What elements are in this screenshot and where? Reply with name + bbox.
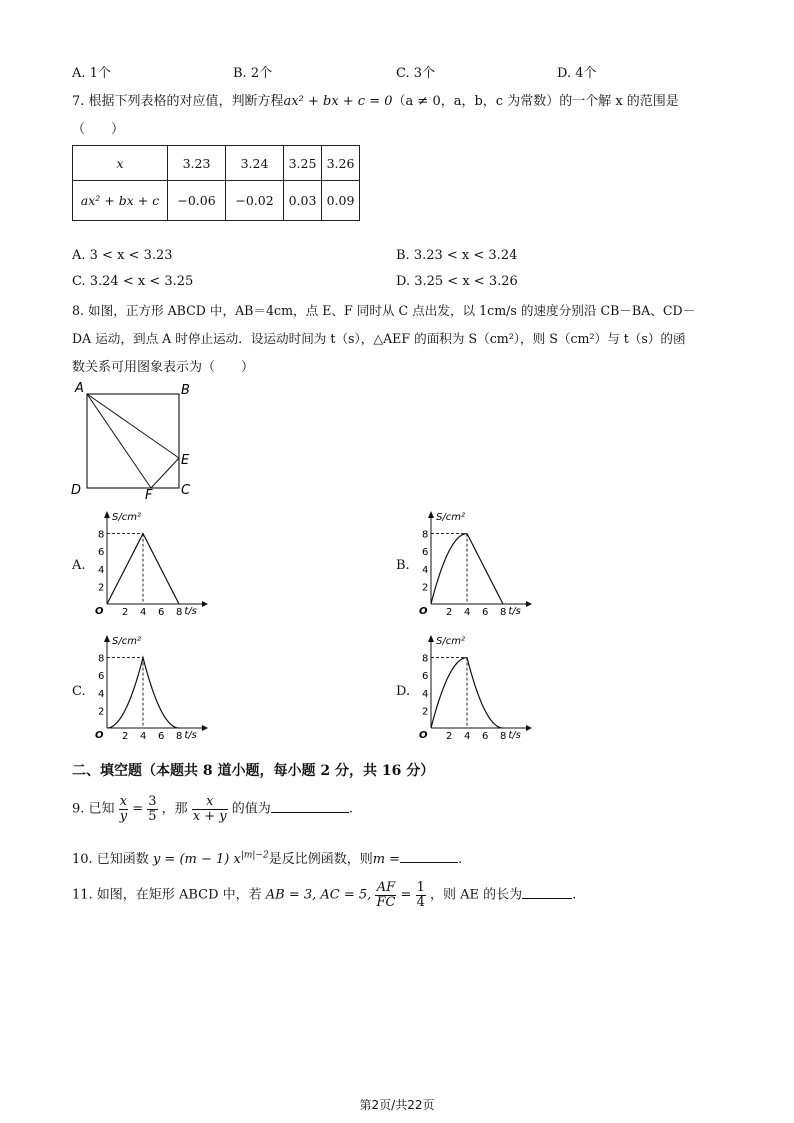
fraction-af-over-fc (375, 881, 396, 909)
y-axis-arrow (428, 511, 434, 518)
answer-blank[interactable] (522, 897, 572, 899)
y-tick-label: 4 (422, 564, 429, 576)
q7-stem (72, 90, 679, 109)
fraction-1-over-4 (416, 881, 426, 909)
q7-option-d: D. 3.25 < x < 3.26 (396, 274, 518, 289)
q6-option-a: A. 1个 (72, 66, 111, 81)
graph-option-label-c: C. (72, 684, 86, 699)
label-b: B (181, 383, 190, 398)
y-tick-label: 4 (98, 688, 105, 700)
graph-a (90, 508, 210, 626)
q7-option-a: A. 3 < x < 3.23 (72, 248, 173, 263)
label-a: A (75, 381, 84, 396)
q9-line (72, 795, 353, 823)
equals: = (400, 887, 412, 903)
table-cell: 3.24 (226, 146, 284, 181)
x-axis-arrow (202, 725, 208, 731)
x-tick-label: 8 (176, 607, 183, 618)
q8-line1: 8. 如图，正方形 ABCD 中，AB＝4cm，点 E、F 同时从 C 点出发，以 1cm/s 的速度分别沿 CB－BA、CD－ (72, 303, 696, 318)
y-axis-label: S/cm² (436, 512, 465, 523)
fraction-x-over-xy (192, 795, 228, 823)
x-tick-label: 6 (158, 607, 165, 618)
frac-den: 4 (416, 894, 425, 910)
y-tick-label: 6 (422, 671, 429, 683)
equals: = (132, 801, 144, 817)
q7-paren: （ ） (72, 122, 125, 137)
q7-value-table (72, 145, 360, 221)
y-tick-label: 6 (98, 671, 105, 683)
frac-den: FC (376, 894, 396, 910)
label-e: E (181, 453, 190, 468)
period: . (572, 887, 577, 903)
q10-prefix: 10. 已知函数 (72, 852, 149, 867)
graph-option-label-d: D. (396, 684, 411, 699)
x-tick-label: 8 (500, 731, 507, 742)
y-tick-label: 8 (422, 529, 429, 541)
y-tick-label: 2 (422, 582, 429, 594)
origin-label: O (95, 730, 104, 741)
graph-option-label-a: A. (72, 558, 86, 573)
x-axis-arrow (202, 601, 208, 607)
x-tick-label: 2 (122, 731, 129, 742)
origin-label: O (95, 606, 104, 617)
x-tick-label: 4 (464, 731, 471, 742)
period: . (458, 852, 463, 867)
y-axis-label: S/cm² (112, 636, 141, 647)
q11-expression: AB = 3, AC = 5, (265, 887, 372, 903)
frac-den: 5 (148, 808, 157, 824)
x-tick-label: 2 (446, 731, 453, 742)
y-tick-label: 2 (98, 706, 105, 718)
y-axis-label: S/cm² (112, 512, 141, 523)
x-tick-label: 2 (122, 607, 129, 618)
section-heading: 二、填空题（本题共 8 道小题，每小题 2 分，共 16 分） (72, 763, 435, 779)
origin-label: O (419, 606, 428, 617)
q9-suffix: 的值为 (231, 801, 271, 817)
fraction-x-over-y (119, 795, 128, 823)
q11-line (72, 881, 576, 909)
x-axis-label: t/s (508, 730, 521, 741)
q7-condition: （a ≠ 0，a，b，c 为常数）的一个解 x 的范围是 (392, 94, 679, 109)
q8-square-figure (65, 378, 205, 500)
y-tick-label: 4 (422, 688, 429, 700)
segment-af (87, 394, 151, 488)
x-tick-label: 2 (446, 607, 453, 618)
q10-suffix: 是反比例函数，则 (268, 852, 373, 867)
x-axis-arrow (526, 725, 532, 731)
answer-blank[interactable] (400, 861, 458, 863)
y-axis-arrow (428, 635, 434, 642)
y-axis-arrow (104, 511, 110, 518)
y-tick-label: 8 (98, 653, 105, 665)
graph-c (90, 632, 210, 750)
y-tick-label: 2 (98, 582, 105, 594)
label-d: D (71, 483, 82, 498)
q10-exponent: |m|−2 (240, 850, 269, 861)
label-f: F (145, 488, 153, 500)
q10-expression: y = (m − 1) x (152, 852, 241, 867)
q6-option-d: D. 4个 (557, 66, 597, 81)
table-cell: −0.06 (168, 181, 226, 221)
y-axis-arrow (104, 635, 110, 642)
answer-blank[interactable] (271, 811, 349, 813)
x-tick-label: 6 (482, 731, 489, 742)
frac-num: x (192, 795, 228, 810)
q6-option-b: B. 2个 (233, 66, 273, 81)
x-axis-arrow (526, 601, 532, 607)
origin-label: O (419, 730, 428, 741)
frac-num: AF (376, 880, 396, 895)
table-cell: 3.26 (322, 146, 360, 181)
square-abcd (87, 394, 179, 488)
y-tick-label: 8 (422, 653, 429, 665)
y-tick-label: 6 (98, 547, 105, 559)
q8-line3: 数关系可用图象表示为（ ） (72, 360, 255, 375)
q11-prefix: 11. 如图，在矩形 ABCD 中，若 (72, 887, 262, 903)
page-footer: 第2页/共22页 (359, 1098, 435, 1112)
x-axis-label: t/s (184, 606, 197, 617)
x-axis-label: t/s (508, 606, 521, 617)
frac-num: x (119, 794, 128, 809)
x-tick-label: 4 (140, 731, 147, 742)
segment-ae (87, 394, 179, 458)
frac-den: y (119, 808, 128, 824)
q9-prefix: 9. 已知 (72, 801, 115, 817)
q7-equation: ax² + bx + c = 0 (283, 94, 393, 109)
label-c: C (181, 483, 191, 498)
x-tick-label: 8 (500, 607, 507, 618)
frac-den: x + y (192, 808, 227, 824)
table-cell: 0.09 (322, 181, 360, 221)
table-cell: 3.23 (168, 146, 226, 181)
q10-line (72, 848, 462, 867)
y-tick-label: 8 (98, 529, 105, 541)
x-tick-label: 6 (482, 607, 489, 618)
q9-mid: ，那 (161, 801, 188, 817)
q6-option-c: C. 3个 (396, 66, 436, 81)
table-cell: 3.25 (284, 146, 322, 181)
y-axis-label: S/cm² (436, 636, 465, 647)
frac-num: 3 (148, 794, 157, 809)
q10-var: m = (372, 852, 401, 867)
q7-option-b: B. 3.23 < x < 3.24 (396, 248, 518, 263)
x-tick-label: 8 (176, 731, 183, 742)
q8-line2: DA 运动，到点 A 时停止运动．设运动时间为 t（s），△AEF 的面积为 S（cm²），则 S（cm²）与 t（s）的函 (72, 331, 686, 346)
y-tick-label: 6 (422, 547, 429, 559)
x-tick-label: 6 (158, 731, 165, 742)
graph-option-label-b: B. (396, 558, 410, 573)
table-cell: −0.02 (226, 181, 284, 221)
graph-d (414, 632, 534, 750)
y-tick-label: 4 (98, 564, 105, 576)
q7-option-c: C. 3.24 < x < 3.25 (72, 274, 194, 289)
q7-prefix: 7. 根据下列表格的对应值，判断方程 (72, 94, 284, 109)
fraction-3-over-5 (147, 795, 157, 823)
table-row (73, 146, 360, 181)
table-cell: 0.03 (284, 181, 322, 221)
table-cell: x (73, 146, 168, 181)
q11-suffix: ，则 AE 的长为 (430, 887, 523, 903)
period: . (348, 801, 353, 817)
table-row (73, 181, 360, 221)
graph-b (414, 508, 534, 626)
y-tick-label: 2 (422, 706, 429, 718)
table-cell: ax² + bx + c (73, 181, 168, 221)
x-tick-label: 4 (140, 607, 147, 618)
segment-ef (151, 458, 179, 488)
x-tick-label: 4 (464, 607, 471, 618)
frac-num: 1 (416, 880, 425, 895)
x-axis-label: t/s (184, 730, 197, 741)
